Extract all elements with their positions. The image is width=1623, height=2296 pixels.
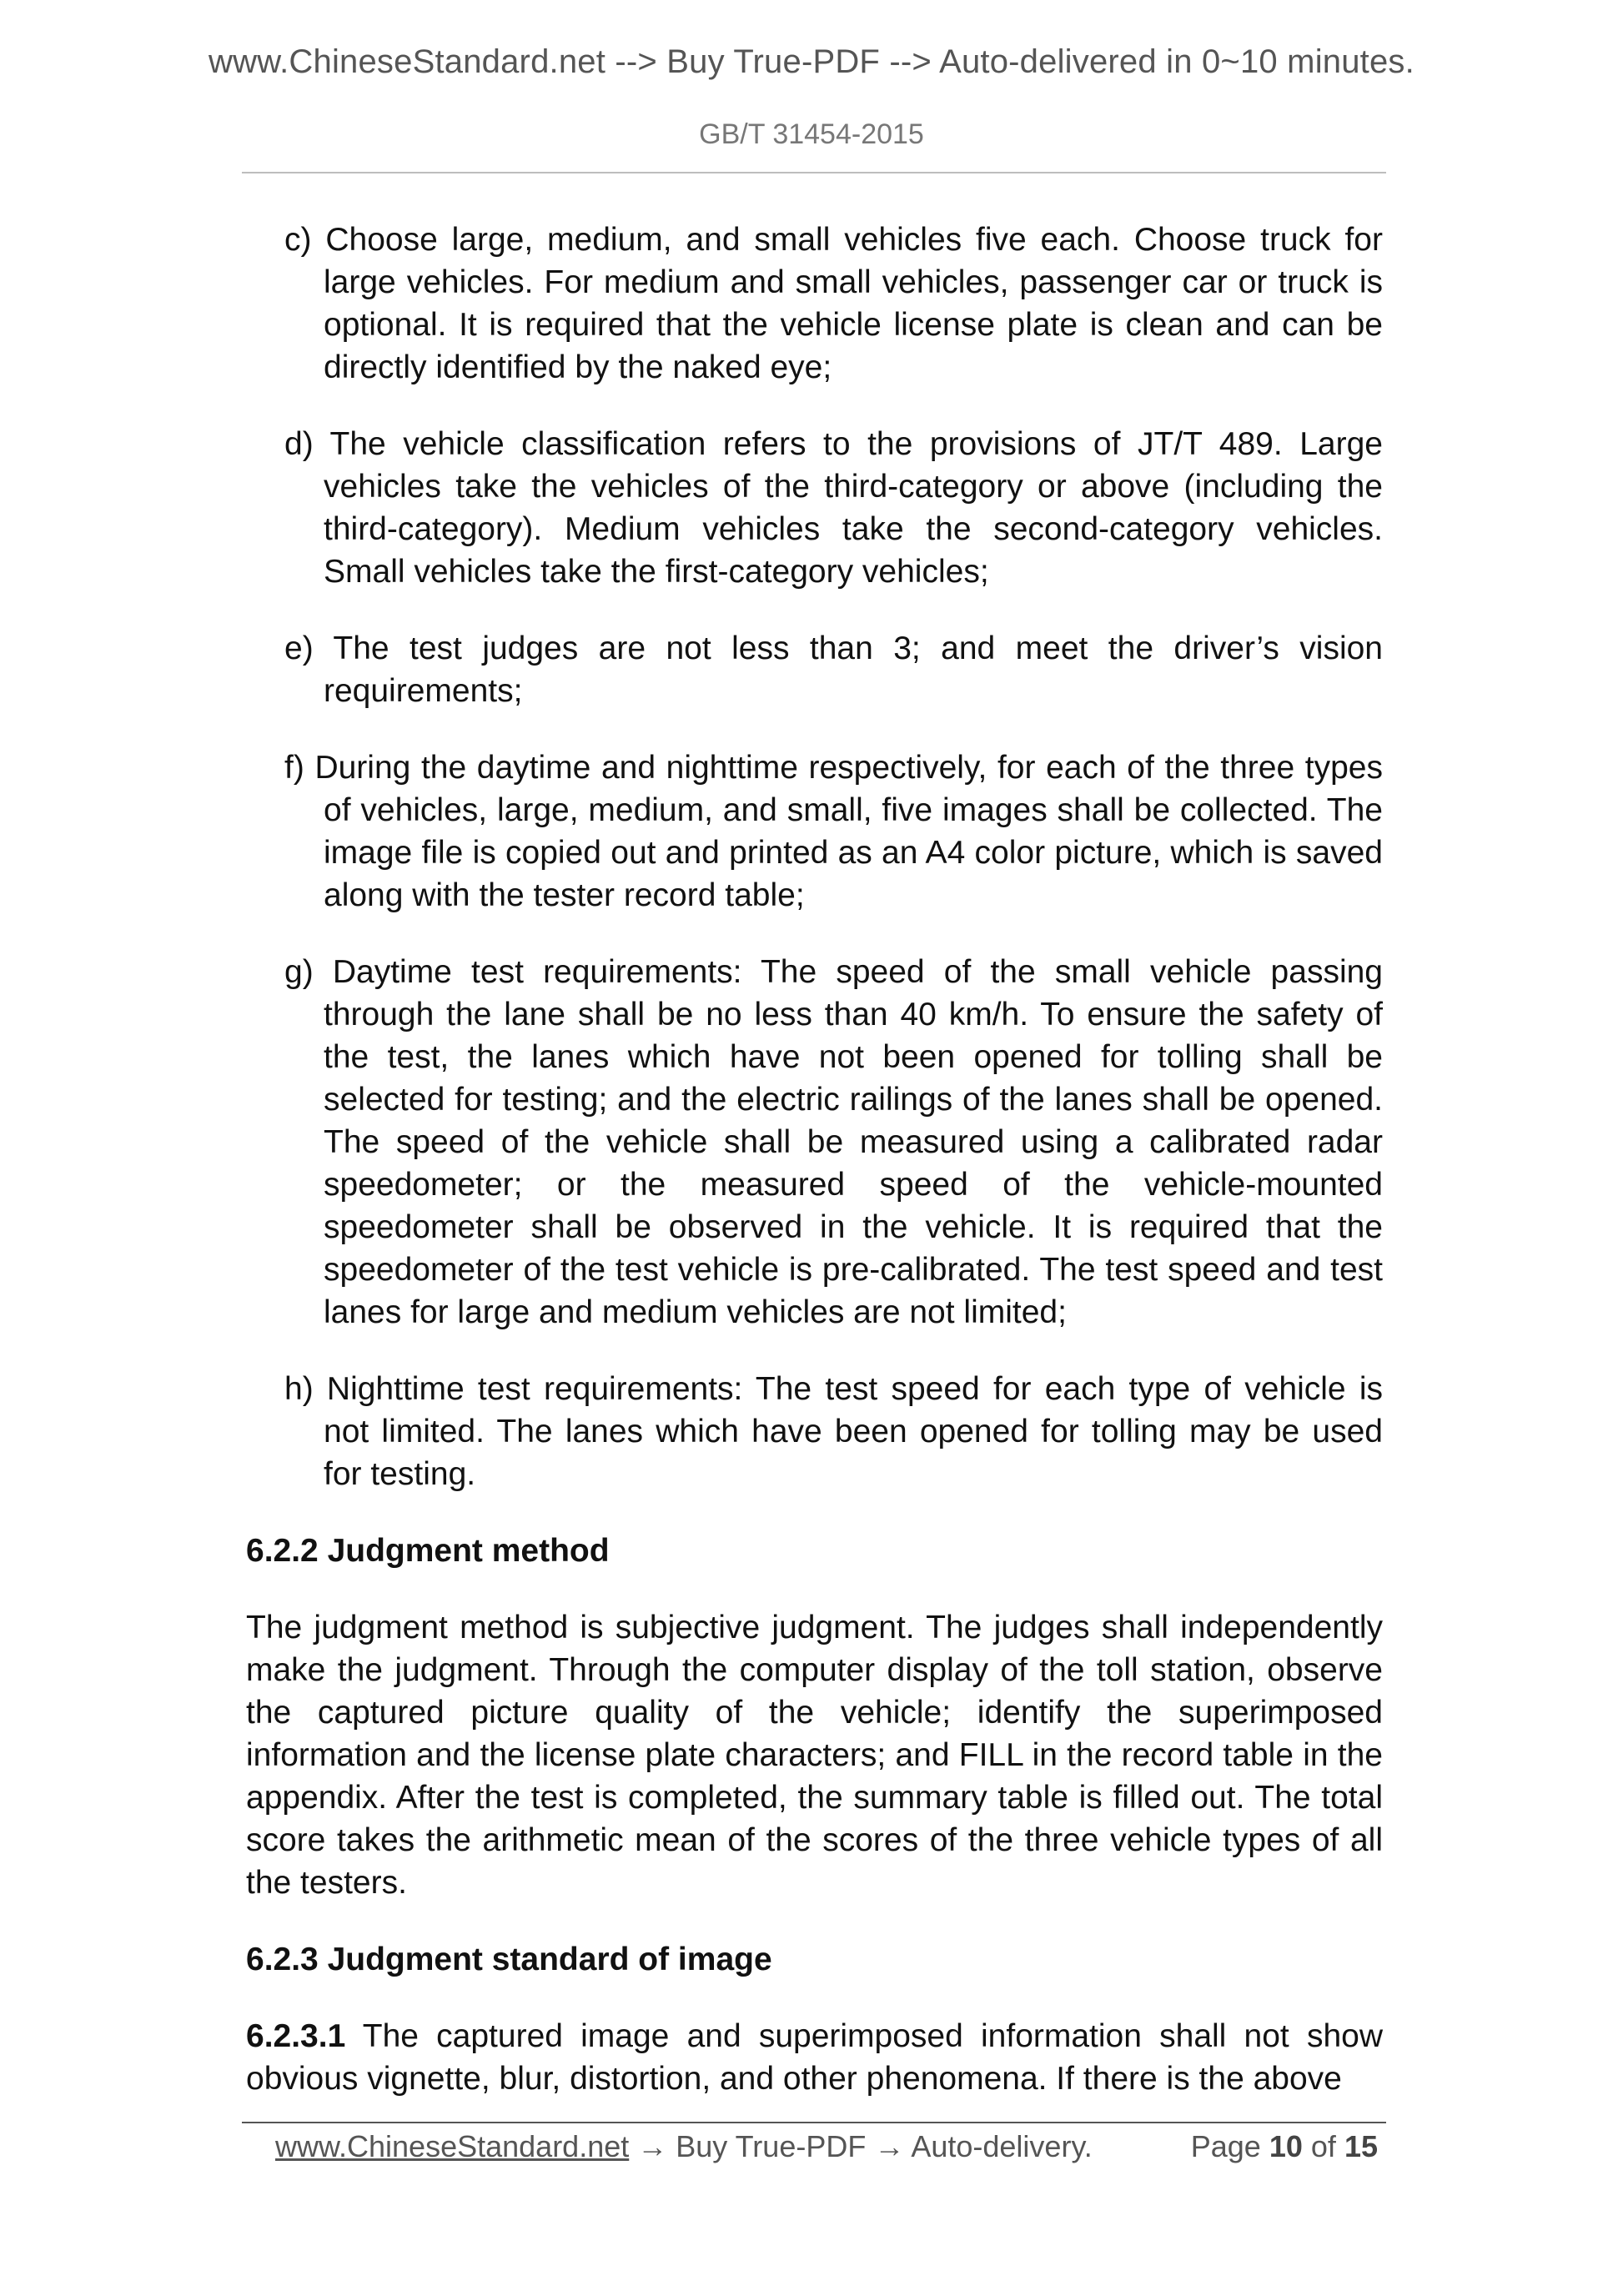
section-heading-6-2-3: 6.2.3 Judgment standard of image [246,1942,772,1977]
clause-number: 6.2.3.1 [246,2018,346,2054]
page-footer [275,2123,1378,2170]
footer-auto-text: Auto-delivery. [904,2129,1093,2163]
of-label: of [1310,2129,1336,2163]
top-banner: www.ChineseStandard.net --> Buy True-PDF --> Auto-delivered in 0~10 minutes. [209,43,1414,80]
page-indicator [1191,2123,1378,2170]
section-heading-6-2-2: 6.2.2 Judgment method [246,1533,610,1569]
list-item-e: e) The test judges are not less than 3; and meet the driver’s vision requirements; [284,631,1383,709]
list-item-f: f) During the daytime and nighttime respectively, for each of the three types of vehicles, large, medium, and small, five images shall be collected. The image file is copied out and printed as an A4 color picture, which is saved along with the tester record table; [284,750,1383,913]
header-divider [242,172,1386,173]
page-label: Page [1190,2129,1261,2163]
page-body [246,219,1383,2134]
document-id: GB/T 31454-2015 [699,118,924,150]
list-item-g: g) Daytime test requirements: The speed of the small vehicle passing through the lane shall be no less than 40 km/h. To ensure the safety of the test, the lanes which have not been opened for tolling shall be selected for testing; and the electric railings of the lanes shall be opened. The speed of the vehicle shall be measured using a calibrated radar speedometer; or the measured speed of the vehicle-mounted speedometer shall be observed in the vehicle. It is required that the speedometer of the test vehicle is pre-calibrated. The test speed and test lanes for large and medium vehicles are not limited; [284,954,1383,1330]
footer-buy-text: Buy True-PDF [667,2129,875,2163]
clause-6-2-3-1 [246,2015,1383,2100]
list-item-h: h) Nighttime test requirements: The test speed for each type of vehicle is not limited. The lanes which have been opened for tolling may be used for testing. [284,1371,1383,1492]
footer-site-link[interactable]: www.ChineseStandard.net [275,2129,630,2163]
section-body-6-2-2: The judgment method is subjective judgment. The judges shall independently make the judgment. Through the computer display of the toll station, observe the captured picture quality of the vehicle; identify the superimposed information and the license plate characters; and FILL in the record table in the appendix. After the test is completed, the summary table is filled out. The total score takes the arithmetic mean of the scores of the three vehicle types of all the testers. [246,1610,1383,1901]
arrow-right-icon: → [874,2129,905,2163]
page-current: 10 [1269,2129,1303,2163]
list-item-d: d) The vehicle classification refers to the provisions of JT/T 489. Large vehicles take the vehicles of the third-category or above (including the third-category). Medium vehicles take the second-category vehicles. Small vehicles take the first-category vehicles; [284,426,1383,590]
arrow-right-icon: → [637,2129,668,2163]
clause-text: The captured image and superimposed information shall not show obvious vignette, blur, distortion, and other phenomena. If there is the above [246,2018,1383,2097]
page-total: 15 [1344,2129,1378,2163]
footer-promo [275,2123,1093,2170]
list-item-c: c) Choose large, medium, and small vehicles five each. Choose truck for large vehicles. For medium and small vehicles, passenger car or truck is optional. It is required that the vehicle license plate is clean and can be directly identified by the naked eye; [284,222,1383,385]
